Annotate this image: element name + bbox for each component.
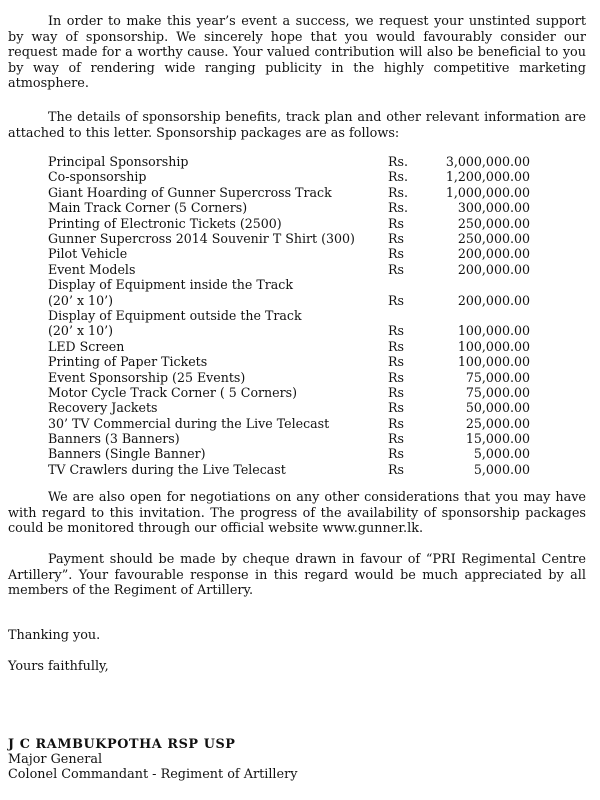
package-name — [48, 370, 245, 385]
package-name — [48, 200, 247, 215]
negotiation-text: We are also open for negotiations on any other considerations that you may have with regard to this invitation. The progress of the availability of sponsorship packages could be monitored through our official website www.gunner.lk. — [8, 490, 586, 536]
package-name — [48, 185, 332, 200]
package-name — [48, 216, 282, 231]
package-row — [48, 431, 538, 446]
package-amount: 5,000.00 — [473, 446, 530, 462]
package-name-line: Printing of Electronic Tickets (2500) — [48, 215, 282, 231]
package-name — [48, 385, 297, 400]
package-amount: 25,000.00 — [465, 415, 530, 431]
package-row — [48, 339, 538, 354]
package-name — [48, 169, 146, 184]
package-currency: Rs. — [388, 184, 408, 200]
package-amount: 250,000.00 — [457, 215, 530, 231]
signer-title: Colonel Commandant - Regiment of Artillery — [8, 767, 298, 782]
package-name — [48, 462, 286, 477]
package-row — [48, 446, 538, 461]
package-currency: Rs — [388, 461, 404, 477]
package-currency: Rs — [388, 400, 404, 416]
package-row — [48, 154, 538, 169]
package-amount: 200,000.00 — [457, 246, 530, 262]
package-row — [48, 216, 538, 231]
payment-paragraph — [8, 552, 586, 599]
package-currency: Rs — [388, 338, 404, 354]
package-amount: 15,000.00 — [465, 431, 530, 447]
package-amount: 200,000.00 — [457, 292, 530, 308]
package-currency: Rs — [388, 246, 404, 262]
package-row — [48, 462, 538, 477]
package-name-line: Recovery Jackets — [48, 400, 158, 416]
package-amount: 75,000.00 — [465, 384, 530, 400]
package-amount: 100,000.00 — [457, 354, 530, 370]
package-name — [48, 154, 188, 169]
package-currency: Rs — [388, 261, 404, 277]
package-amount: 1,200,000.00 — [445, 169, 530, 185]
package-currency: Rs. — [388, 200, 408, 216]
package-row — [48, 354, 538, 369]
package-row — [48, 231, 538, 246]
package-amount: 300,000.00 — [457, 200, 530, 216]
package-name — [48, 400, 158, 415]
package-row — [48, 169, 538, 184]
package-name-line: Printing of Paper Tickets — [48, 354, 208, 370]
package-name-line: Gunner Supercross 2014 Souvenir T Shirt (300) — [48, 230, 355, 246]
package-row — [48, 262, 538, 277]
details-text: The details of sponsorship benefits, track plan and other relevant information are attached to this letter. Sponsorship packages are as follows: — [8, 110, 586, 141]
package-name — [48, 354, 207, 369]
package-name — [48, 277, 293, 308]
package-currency: Rs — [388, 230, 404, 246]
package-row — [48, 246, 538, 261]
package-name-line-2: (20’ x 10’) — [48, 292, 113, 308]
package-name-line: Event Models — [48, 261, 136, 277]
package-amount: 100,000.00 — [457, 323, 530, 339]
intro-text: In order to make this year’s event a success, we request your unstinted support by way of sponsorship. We sincerely hope that you would favourably consider our request made for a worthy cause. Your valued contribution will also be beneficial to you by way of rendering wide ranging publicity in the highly competitive marketing atmosphere. — [8, 14, 586, 91]
package-name — [48, 308, 302, 339]
package-name-line: Display of Equipment inside the Track — [48, 277, 293, 293]
package-amount: 3,000,000.00 — [445, 154, 530, 169]
package-currency: Rs — [388, 415, 404, 431]
package-name-line: Principal Sponsorship — [48, 154, 189, 169]
package-amount: 75,000.00 — [465, 369, 530, 385]
package-row — [48, 277, 538, 308]
package-name — [48, 416, 329, 431]
package-amount: 1,000,000.00 — [445, 184, 530, 200]
package-currency: Rs. — [388, 169, 408, 185]
thanking-line: Thanking you. — [8, 628, 101, 643]
package-name — [48, 431, 180, 446]
package-name — [48, 262, 135, 277]
package-name — [48, 231, 355, 246]
package-amount: 100,000.00 — [457, 338, 530, 354]
package-amount: 50,000.00 — [465, 400, 530, 416]
package-row — [48, 200, 538, 215]
package-name-line: Motor Cycle Track Corner ( 5 Corners) — [48, 384, 298, 400]
signer-rank: Major General — [8, 752, 103, 767]
package-currency: Rs — [388, 446, 404, 462]
package-name-line: Co-sponsorship — [48, 169, 147, 185]
package-name — [48, 246, 127, 261]
package-currency: Rs — [388, 431, 404, 447]
package-name-line: LED Screen — [48, 338, 125, 354]
package-currency: Rs — [388, 384, 404, 400]
package-amount: 5,000.00 — [473, 461, 530, 477]
package-name-line: Banners (Single Banner) — [48, 446, 206, 462]
package-currency: Rs — [388, 323, 404, 339]
package-row — [48, 400, 538, 415]
package-currency: Rs — [388, 215, 404, 231]
sponsorship-packages-table — [48, 154, 538, 477]
package-row — [48, 385, 538, 400]
package-name — [48, 446, 206, 461]
package-name-line: Main Track Corner (5 Corners) — [48, 200, 248, 216]
package-name-line: Banners (3 Banners) — [48, 431, 180, 447]
package-name-line-2: (20’ x 10’) — [48, 323, 113, 339]
intro-paragraph — [8, 14, 586, 92]
package-name-line: TV Crawlers during the Live Telecast — [48, 461, 286, 477]
details-paragraph — [8, 110, 586, 141]
package-row — [48, 370, 538, 385]
package-name-line: Giant Hoarding of Gunner Supercross Track — [48, 184, 332, 200]
package-currency: Rs — [388, 369, 404, 385]
payment-text: Payment should be made by cheque drawn in favour of “PRI Regimental Centre Artillery”. Your favourable response in this regard would be much appreciated by all members of the Regiment of Artillery. — [8, 552, 586, 598]
package-row — [48, 185, 538, 200]
package-currency: Rs — [388, 354, 404, 370]
package-row — [48, 308, 538, 339]
package-name-line: Event Sponsorship (25 Events) — [48, 369, 246, 385]
negotiation-paragraph — [8, 490, 586, 537]
closing-line: Yours faithfully, — [8, 659, 109, 674]
package-name-line: Pilot Vehicle — [48, 246, 128, 262]
package-currency: Rs. — [388, 154, 408, 169]
package-currency: Rs — [388, 292, 404, 308]
package-name-line: 30’ TV Commercial during the Live Telecast — [48, 415, 330, 431]
package-amount: 200,000.00 — [457, 261, 530, 277]
package-amount: 250,000.00 — [457, 230, 530, 246]
package-name-line: Display of Equipment outside the Track — [48, 307, 302, 323]
package-row — [48, 416, 538, 431]
package-name — [48, 339, 124, 354]
signer-name: J C RAMBUKPOTHA RSP USP — [8, 737, 236, 752]
